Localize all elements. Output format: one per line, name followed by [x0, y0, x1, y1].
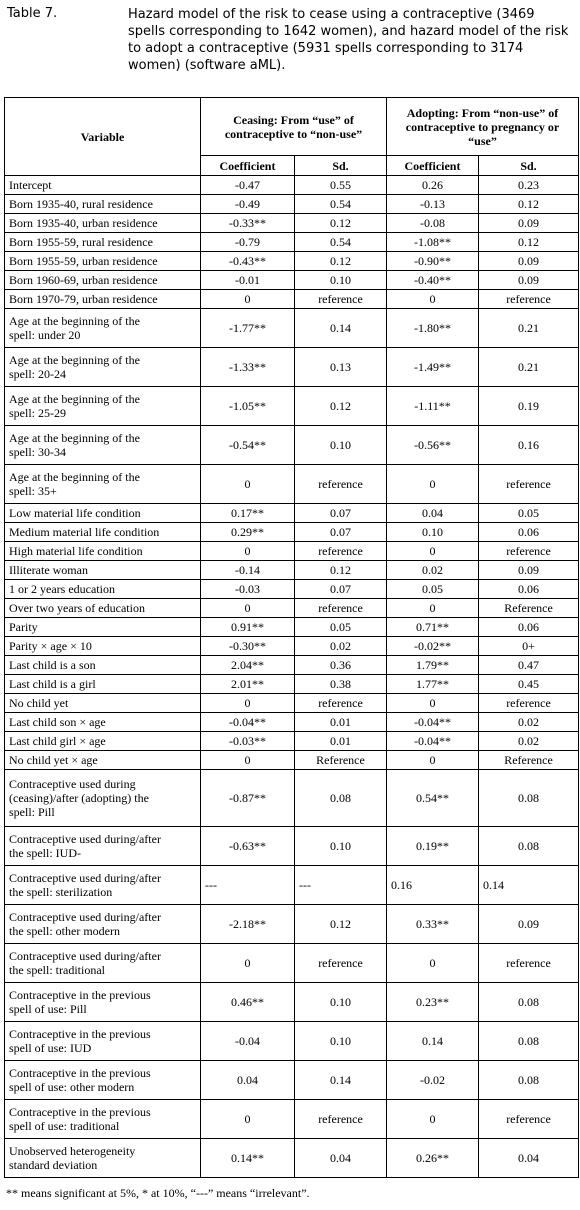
variable-line: Low material life condition: [9, 506, 141, 520]
coefficient-adopting-cell: 0.19**: [387, 827, 479, 866]
sd-adopting-cell: Reference: [479, 599, 579, 618]
table-row: [5, 580, 579, 599]
variable-line: Intercept: [9, 178, 52, 192]
sd-adopting-cell: 0.47: [479, 656, 579, 675]
coefficient-adopting-cell: -1.80**: [387, 309, 479, 348]
coefficient-ceasing-cell: -1.33**: [201, 348, 295, 387]
variable-line: Last child son × age: [9, 715, 106, 729]
header-coefficient-adopting: Coefficient: [387, 156, 479, 176]
table-row: [5, 1022, 579, 1061]
table-row: [5, 233, 579, 252]
sd-ceasing-cell: Reference: [295, 751, 387, 770]
caption-label: Table 7.: [7, 6, 58, 21]
variable-line: Parity × age × 10: [9, 639, 92, 653]
sd-adopting-cell: 0.04: [479, 1139, 579, 1178]
variable-line: spell of use: traditional: [9, 1119, 120, 1133]
variable-line: (ceasing)/after (adopting) the: [9, 791, 149, 805]
coefficient-adopting-cell: -0.56**: [387, 426, 479, 465]
coefficient-adopting-cell: 0: [387, 944, 479, 983]
coefficient-ceasing-cell: 0: [201, 290, 295, 309]
coefficient-adopting-cell: 0.14: [387, 1022, 479, 1061]
sd-ceasing-cell: 0.54: [295, 195, 387, 214]
sd-adopting-cell: 0.08: [479, 770, 579, 827]
coefficient-ceasing-cell: 2.01**: [201, 675, 295, 694]
sd-adopting-cell: reference: [479, 694, 579, 713]
variable-line: Illiterate woman: [9, 563, 88, 577]
table-row: [5, 827, 579, 866]
variable-line: spell: 25-29: [9, 406, 66, 420]
sd-ceasing-cell: reference: [295, 599, 387, 618]
sd-adopting-cell: 0.08: [479, 827, 579, 866]
coefficient-adopting-cell: 0.54**: [387, 770, 479, 827]
coefficient-ceasing-cell: -1.77**: [201, 309, 295, 348]
sd-ceasing-cell: 0.05: [295, 618, 387, 637]
table-caption: [0, 0, 580, 96]
sd-adopting-cell: 0.08: [479, 1061, 579, 1100]
coefficient-ceasing-cell: -0.33**: [201, 214, 295, 233]
variable-line: Age at the beginning of the: [9, 392, 140, 406]
coefficient-ceasing-cell: -0.87**: [201, 770, 295, 827]
table-footnote: ** means significant at 5%, * at 10%, “---” means “irrelevant”.: [6, 1186, 310, 1200]
variable-cell: [5, 1139, 201, 1178]
coefficient-ceasing-cell: 0.04: [201, 1061, 295, 1100]
variable-cell: [5, 618, 201, 637]
sd-adopting-cell: reference: [479, 944, 579, 983]
coefficient-ceasing-cell: -0.43**: [201, 252, 295, 271]
header-variable: Variable: [5, 98, 201, 176]
variable-cell: [5, 465, 201, 504]
coefficient-adopting-cell: -1.49**: [387, 348, 479, 387]
sd-adopting-cell: 0.21: [479, 309, 579, 348]
variable-line: spell: 20-24: [9, 367, 66, 381]
table-row: [5, 176, 579, 195]
table-row: [5, 944, 579, 983]
coefficient-ceasing-cell: -0.63**: [201, 827, 295, 866]
coefficient-adopting-cell: 0.23**: [387, 983, 479, 1022]
table-body: [5, 176, 579, 1178]
sd-ceasing-cell: 0.10: [295, 1022, 387, 1061]
coefficient-adopting-cell: 1.79**: [387, 656, 479, 675]
sd-ceasing-cell: 0.12: [295, 252, 387, 271]
variable-line: Born 1935-40, rural residence: [9, 197, 153, 211]
variable-line: No child yet × age: [9, 753, 98, 767]
coefficient-ceasing-cell: 0.91**: [201, 618, 295, 637]
variable-line: Born 1935-40, urban residence: [9, 216, 158, 230]
variable-line: Over two years of education: [9, 601, 145, 615]
table-row: [5, 1061, 579, 1100]
coefficient-adopting-cell: 0.02: [387, 561, 479, 580]
variable-line: Age at the beginning of the: [9, 314, 140, 328]
sd-ceasing-cell: 0.14: [295, 309, 387, 348]
variable-line: Contraceptive used during/after: [9, 910, 161, 924]
sd-adopting-cell: 0.09: [479, 561, 579, 580]
variable-cell: [5, 675, 201, 694]
variable-line: Contraceptive used during/after: [9, 871, 161, 885]
coefficient-adopting-cell: 0: [387, 1100, 479, 1139]
sd-ceasing-cell: 0.38: [295, 675, 387, 694]
header-ceasing: Ceasing: From “use” of contraceptive to “non-use”: [201, 98, 387, 156]
table-row: [5, 637, 579, 656]
variable-cell: [5, 309, 201, 348]
coefficient-ceasing-cell: -0.03: [201, 580, 295, 599]
coefficient-ceasing-cell: 0: [201, 694, 295, 713]
variable-line: spell: Pill: [9, 805, 55, 819]
sd-ceasing-cell: 0.08: [295, 770, 387, 827]
sd-adopting-cell: 0.45: [479, 675, 579, 694]
table-row: [5, 504, 579, 523]
variable-cell: [5, 252, 201, 271]
sd-adopting-cell: 0.12: [479, 233, 579, 252]
sd-adopting-cell: reference: [479, 465, 579, 504]
sd-adopting-cell: reference: [479, 1100, 579, 1139]
variable-line: Contraceptive in the previous: [9, 1066, 151, 1080]
variable-line: spell of use: IUD: [9, 1041, 92, 1055]
coefficient-adopting-cell: -0.40**: [387, 271, 479, 290]
table-row: [5, 770, 579, 827]
sd-ceasing-cell: 0.12: [295, 905, 387, 944]
coefficient-ceasing-cell: -0.49: [201, 195, 295, 214]
caption-text: Hazard model of the risk to cease using a contraceptive (3469 spells corresponding to 1642 women), and hazard model of the risk to adopt a contraceptive (5931 spells corresponding to 3174 women) (software aML).: [128, 7, 569, 73]
coefficient-adopting-cell: -0.13: [387, 195, 479, 214]
variable-cell: [5, 656, 201, 675]
variable-line: Born 1955-59, rural residence: [9, 235, 153, 249]
coefficient-adopting-cell: 0.26: [387, 176, 479, 195]
sd-adopting-cell: 0.06: [479, 523, 579, 542]
table-row: [5, 426, 579, 465]
variable-line: spell: 30-34: [9, 445, 66, 459]
table-row: [5, 523, 579, 542]
coefficient-ceasing-cell: 0: [201, 465, 295, 504]
coefficient-ceasing-cell: -0.01: [201, 271, 295, 290]
sd-adopting-cell: 0.16: [479, 426, 579, 465]
table-row: [5, 1139, 579, 1178]
coefficient-ceasing-cell: 0.46**: [201, 983, 295, 1022]
variable-line: spell: under 20: [9, 328, 81, 342]
coefficient-ceasing-cell: -0.30**: [201, 637, 295, 656]
table-row: [5, 290, 579, 309]
variable-line: spell of use: Pill: [9, 1002, 87, 1016]
table-row: [5, 751, 579, 770]
variable-cell: [5, 271, 201, 290]
table-row: [5, 271, 579, 290]
table-row: [5, 348, 579, 387]
variable-line: spell: 35+: [9, 484, 57, 498]
sd-ceasing-cell: 0.07: [295, 504, 387, 523]
variable-cell: [5, 866, 201, 905]
sd-adopting-cell: 0.14: [479, 866, 579, 905]
coefficient-adopting-cell: -1.08**: [387, 233, 479, 252]
coefficient-ceasing-cell: -0.14: [201, 561, 295, 580]
sd-ceasing-cell: reference: [295, 290, 387, 309]
coefficient-adopting-cell: -1.11**: [387, 387, 479, 426]
variable-cell: [5, 694, 201, 713]
coefficient-adopting-cell: -0.08: [387, 214, 479, 233]
coefficient-adopting-cell: 0.71**: [387, 618, 479, 637]
sd-ceasing-cell: reference: [295, 694, 387, 713]
coefficient-adopting-cell: 0.16: [387, 866, 479, 905]
coefficient-ceasing-cell: 0: [201, 751, 295, 770]
sd-adopting-cell: 0.09: [479, 252, 579, 271]
sd-ceasing-cell: 0.07: [295, 523, 387, 542]
variable-line: Contraceptive in the previous: [9, 988, 151, 1002]
sd-adopting-cell: reference: [479, 542, 579, 561]
sd-ceasing-cell: 0.07: [295, 580, 387, 599]
table-row: [5, 309, 579, 348]
variable-line: Unobserved heterogeneity: [9, 1144, 136, 1158]
variable-cell: [5, 195, 201, 214]
coefficient-ceasing-cell: -0.03**: [201, 732, 295, 751]
sd-adopting-cell: reference: [479, 290, 579, 309]
table-row: [5, 618, 579, 637]
variable-line: High material life condition: [9, 544, 143, 558]
table-row: [5, 656, 579, 675]
coefficient-adopting-cell: 1.77**: [387, 675, 479, 694]
variable-cell: [5, 637, 201, 656]
variable-cell: [5, 944, 201, 983]
coefficient-ceasing-cell: -0.54**: [201, 426, 295, 465]
table-row: [5, 387, 579, 426]
variable-cell: [5, 348, 201, 387]
coefficient-adopting-cell: 0.33**: [387, 905, 479, 944]
sd-adopting-cell: 0.02: [479, 732, 579, 751]
sd-ceasing-cell: reference: [295, 465, 387, 504]
sd-adopting-cell: 0.08: [479, 983, 579, 1022]
coefficient-ceasing-cell: 0: [201, 599, 295, 618]
coefficient-adopting-cell: 0: [387, 751, 479, 770]
header-sd-adopting: Sd.: [479, 156, 579, 176]
coefficient-adopting-cell: -0.02**: [387, 637, 479, 656]
coefficient-ceasing-cell: 0.17**: [201, 504, 295, 523]
variable-line: Medium material life condition: [9, 525, 160, 539]
table-row: [5, 599, 579, 618]
sd-ceasing-cell: 0.12: [295, 387, 387, 426]
coefficient-adopting-cell: 0.04: [387, 504, 479, 523]
variable-line: Age at the beginning of the: [9, 431, 140, 445]
sd-ceasing-cell: 0.02: [295, 637, 387, 656]
table-row: [5, 1100, 579, 1139]
variable-cell: [5, 233, 201, 252]
sd-ceasing-cell: 0.10: [295, 983, 387, 1022]
table-row: [5, 675, 579, 694]
variable-cell: [5, 713, 201, 732]
variable-cell: [5, 1100, 201, 1139]
variable-line: No child yet: [9, 696, 69, 710]
header-coefficient-ceasing: Coefficient: [201, 156, 295, 176]
variable-line: 1 or 2 years education: [9, 582, 115, 596]
variable-line: Age at the beginning of the: [9, 470, 140, 484]
coefficient-ceasing-cell: 0: [201, 542, 295, 561]
sd-adopting-cell: 0.06: [479, 618, 579, 637]
sd-adopting-cell: 0.19: [479, 387, 579, 426]
variable-line: Contraceptive used during/after: [9, 949, 161, 963]
sd-ceasing-cell: 0.13: [295, 348, 387, 387]
variable-line: Parity: [9, 620, 38, 634]
sd-ceasing-cell: 0.01: [295, 732, 387, 751]
variable-cell: [5, 599, 201, 618]
coefficient-adopting-cell: -0.04**: [387, 713, 479, 732]
coefficient-adopting-cell: -0.02: [387, 1061, 479, 1100]
sd-ceasing-cell: reference: [295, 542, 387, 561]
variable-cell: [5, 523, 201, 542]
coefficient-adopting-cell: 0.26**: [387, 1139, 479, 1178]
sd-ceasing-cell: 0.04: [295, 1139, 387, 1178]
variable-line: Born 1955-59, urban residence: [9, 254, 158, 268]
coefficient-adopting-cell: 0: [387, 542, 479, 561]
variable-cell: [5, 542, 201, 561]
sd-adopting-cell: 0.12: [479, 195, 579, 214]
coefficient-adopting-cell: 0.05: [387, 580, 479, 599]
variable-line: Contraceptive used during/after: [9, 832, 161, 846]
sd-adopting-cell: 0.08: [479, 1022, 579, 1061]
header-adopting: Adopting: From “non-use” of contraceptive to pregnancy or “use”: [387, 98, 579, 156]
coefficient-ceasing-cell: 0.14**: [201, 1139, 295, 1178]
variable-cell: [5, 580, 201, 599]
variable-cell: [5, 751, 201, 770]
coefficient-adopting-cell: -0.04**: [387, 732, 479, 751]
coefficient-ceasing-cell: -1.05**: [201, 387, 295, 426]
coefficient-ceasing-cell: -0.79: [201, 233, 295, 252]
coefficient-adopting-cell: 0: [387, 694, 479, 713]
variable-line: Last child is a girl: [9, 677, 96, 691]
header-sd-ceasing: Sd.: [295, 156, 387, 176]
variable-cell: [5, 426, 201, 465]
coefficient-ceasing-cell: 0: [201, 1100, 295, 1139]
variable-line: Born 1960-69, urban residence: [9, 273, 158, 287]
coefficient-ceasing-cell: -0.04**: [201, 713, 295, 732]
variable-line: spell of use: other modern: [9, 1080, 135, 1094]
table-row: [5, 252, 579, 271]
table-row: [5, 866, 579, 905]
coefficient-ceasing-cell: -2.18**: [201, 905, 295, 944]
coefficient-adopting-cell: 0: [387, 290, 479, 309]
coefficient-ceasing-cell: ---: [201, 866, 295, 905]
sd-ceasing-cell: 0.54: [295, 233, 387, 252]
variable-line: Contraceptive in the previous: [9, 1027, 151, 1041]
variable-line: standard deviation: [9, 1158, 98, 1172]
table-row: [5, 214, 579, 233]
variable-cell: [5, 1061, 201, 1100]
sd-ceasing-cell: 0.12: [295, 214, 387, 233]
variable-cell: [5, 770, 201, 827]
hazard-model-table: [4, 97, 579, 1178]
coefficient-ceasing-cell: -0.04: [201, 1022, 295, 1061]
variable-line: the spell: traditional: [9, 963, 105, 977]
sd-ceasing-cell: reference: [295, 1100, 387, 1139]
variable-line: Born 1970-79, urban residence: [9, 292, 158, 306]
variable-line: Contraceptive in the previous: [9, 1105, 151, 1119]
variable-line: the spell: other modern: [9, 924, 120, 938]
table-row: [5, 713, 579, 732]
table-row: [5, 195, 579, 214]
variable-cell: [5, 290, 201, 309]
sd-adopting-cell: Reference: [479, 751, 579, 770]
sd-adopting-cell: 0.09: [479, 271, 579, 290]
table-row: [5, 542, 579, 561]
sd-ceasing-cell: 0.10: [295, 271, 387, 290]
variable-line: Age at the beginning of the: [9, 353, 140, 367]
table-row: [5, 694, 579, 713]
variable-cell: [5, 827, 201, 866]
variable-cell: [5, 732, 201, 751]
sd-adopting-cell: 0.02: [479, 713, 579, 732]
sd-adopting-cell: 0.05: [479, 504, 579, 523]
variable-line: the spell: sterilization: [9, 885, 113, 899]
variable-cell: [5, 214, 201, 233]
sd-ceasing-cell: 0.55: [295, 176, 387, 195]
variable-cell: [5, 176, 201, 195]
variable-cell: [5, 1022, 201, 1061]
sd-adopting-cell: 0+: [479, 637, 579, 656]
table-row: [5, 905, 579, 944]
coefficient-adopting-cell: 0.10: [387, 523, 479, 542]
coefficient-ceasing-cell: -0.47: [201, 176, 295, 195]
variable-line: Last child girl × age: [9, 734, 106, 748]
variable-cell: [5, 387, 201, 426]
sd-adopting-cell: 0.09: [479, 214, 579, 233]
coefficient-adopting-cell: 0: [387, 599, 479, 618]
sd-ceasing-cell: 0.12: [295, 561, 387, 580]
sd-adopting-cell: 0.23: [479, 176, 579, 195]
sd-adopting-cell: 0.21: [479, 348, 579, 387]
coefficient-ceasing-cell: 2.04**: [201, 656, 295, 675]
sd-ceasing-cell: reference: [295, 944, 387, 983]
sd-ceasing-cell: ---: [295, 866, 387, 905]
table-row: [5, 983, 579, 1022]
sd-ceasing-cell: 0.10: [295, 827, 387, 866]
variable-line: Last child is a son: [9, 658, 96, 672]
sd-adopting-cell: 0.06: [479, 580, 579, 599]
coefficient-adopting-cell: 0: [387, 465, 479, 504]
variable-line: the spell: IUD-: [9, 846, 81, 860]
sd-ceasing-cell: 0.14: [295, 1061, 387, 1100]
variable-cell: [5, 561, 201, 580]
coefficient-ceasing-cell: 0: [201, 944, 295, 983]
coefficient-adopting-cell: -0.90**: [387, 252, 479, 271]
variable-cell: [5, 983, 201, 1022]
table-row: [5, 732, 579, 751]
sd-ceasing-cell: 0.01: [295, 713, 387, 732]
table-row: [5, 465, 579, 504]
sd-ceasing-cell: 0.36: [295, 656, 387, 675]
sd-ceasing-cell: 0.10: [295, 426, 387, 465]
coefficient-ceasing-cell: 0.29**: [201, 523, 295, 542]
table-row: [5, 561, 579, 580]
variable-cell: [5, 905, 201, 944]
sd-adopting-cell: 0.09: [479, 905, 579, 944]
variable-cell: [5, 504, 201, 523]
variable-line: Contraceptive used during: [9, 777, 136, 791]
